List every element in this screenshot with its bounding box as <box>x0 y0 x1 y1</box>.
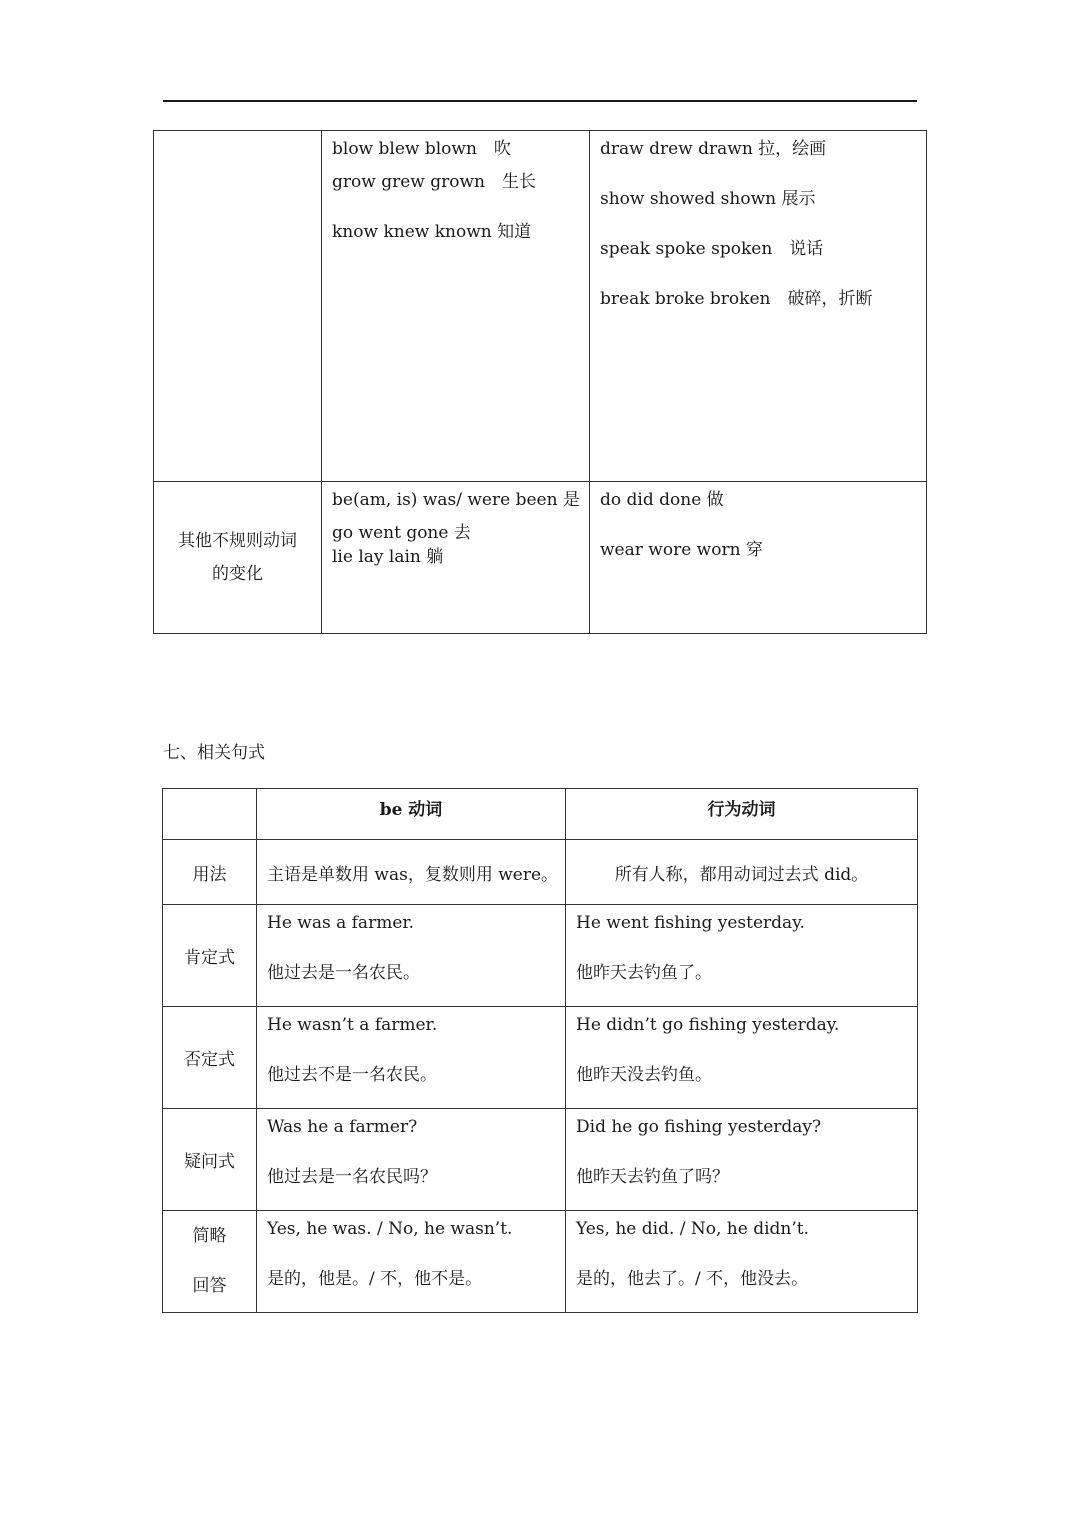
table-row <box>163 905 918 1007</box>
english-sentence: He was a farmer. <box>267 913 415 933</box>
verb-cell <box>590 482 927 634</box>
chinese-sentence: 他昨天没去钓鱼。 <box>576 1065 712 1085</box>
verb-line: lie lay lain 躺 <box>332 547 444 567</box>
english-sentence: Yes, he was. / No, he wasn’t. <box>267 1219 513 1239</box>
chinese-sentence: 是的，他是。/ 不，他不是。 <box>267 1269 483 1289</box>
row-label: 用法 <box>163 840 257 905</box>
row-label: 回答 <box>192 1276 227 1296</box>
row-label: 简略 <box>192 1226 227 1246</box>
usage-action-cell <box>566 840 918 905</box>
verb-line: break broke broken 破碎，折断 <box>600 289 873 309</box>
verb-line: draw drew drawn 拉，绘画 <box>600 139 827 159</box>
header-be-verb: be 动词 <box>257 789 566 840</box>
table-row <box>154 131 927 482</box>
chinese-sentence: 他过去是一名农民吗？ <box>267 1167 437 1187</box>
be-cell <box>257 905 566 1007</box>
chinese-sentence: 他昨天去钓鱼了。 <box>576 963 712 983</box>
verb-cell <box>590 131 927 482</box>
verb-line: blow blew blown 吹 <box>332 139 511 159</box>
irregular-verbs-table <box>153 130 927 634</box>
be-cell <box>257 1007 566 1109</box>
verb-line: be(am, is) was/ were been 是 <box>332 490 580 510</box>
verb-cell <box>322 131 590 482</box>
category-label: 其他不规则动词 <box>178 530 297 551</box>
section-title: 七、相关句式 <box>163 743 265 763</box>
chinese-sentence: 是的，他去了。/ 不，他没去。 <box>576 1269 809 1289</box>
english-sentence: He wasn’t a farmer. <box>267 1015 438 1035</box>
verb-line: do did done 做 <box>600 490 724 510</box>
verb-line: wear wore worn 穿 <box>600 540 763 560</box>
action-cell <box>566 1007 918 1109</box>
be-cell <box>257 1109 566 1211</box>
usage-row <box>163 840 918 905</box>
action-cell <box>566 1211 918 1313</box>
category-cell-empty <box>154 131 322 482</box>
english-sentence: He went fishing yesterday. <box>576 913 805 933</box>
action-cell <box>566 905 918 1007</box>
verb-line: grow grew grown 生长 <box>332 172 536 192</box>
category-label: 的变化 <box>212 563 263 584</box>
usage-be-cell <box>257 840 566 905</box>
english-sentence: Did he go fishing yesterday? <box>576 1117 822 1137</box>
usage-be-text: 主语是单数用 was，复数则用 were。 <box>267 864 559 885</box>
verb-line: show showed shown 展示 <box>600 189 816 209</box>
table-row <box>163 1007 918 1109</box>
verb-line: speak spoke spoken 说话 <box>600 239 824 259</box>
row-label: 否定式 <box>163 1007 257 1109</box>
english-sentence: Yes, he did. / No, he didn’t. <box>576 1219 810 1239</box>
table-row <box>163 1109 918 1211</box>
category-cell <box>154 482 322 634</box>
verb-line: know knew known 知道 <box>332 222 532 242</box>
action-cell <box>566 1109 918 1211</box>
chinese-sentence: 他昨天去钓鱼了吗？ <box>576 1167 729 1187</box>
header-cell-empty <box>163 789 257 840</box>
header-rule <box>163 100 917 102</box>
table-row <box>154 482 927 634</box>
table-row <box>163 1211 918 1313</box>
header-action-verb: 行为动词 <box>566 789 918 840</box>
usage-action-text: 所有人称，都用动词过去式 did。 <box>614 864 869 885</box>
be-cell <box>257 1211 566 1313</box>
chinese-sentence: 他过去是一名农民。 <box>267 963 420 983</box>
verb-line: go went gone 去 <box>332 523 471 543</box>
english-sentence: He didn’t go fishing yesterday. <box>576 1015 840 1035</box>
header-row <box>163 789 918 840</box>
verb-cell <box>322 482 590 634</box>
row-label: 疑问式 <box>163 1109 257 1211</box>
row-label-cell <box>163 1211 257 1313</box>
sentence-pattern-table <box>162 788 918 1313</box>
english-sentence: Was he a farmer? <box>267 1117 418 1137</box>
chinese-sentence: 他过去不是一名农民。 <box>267 1065 437 1085</box>
row-label: 肯定式 <box>163 905 257 1007</box>
